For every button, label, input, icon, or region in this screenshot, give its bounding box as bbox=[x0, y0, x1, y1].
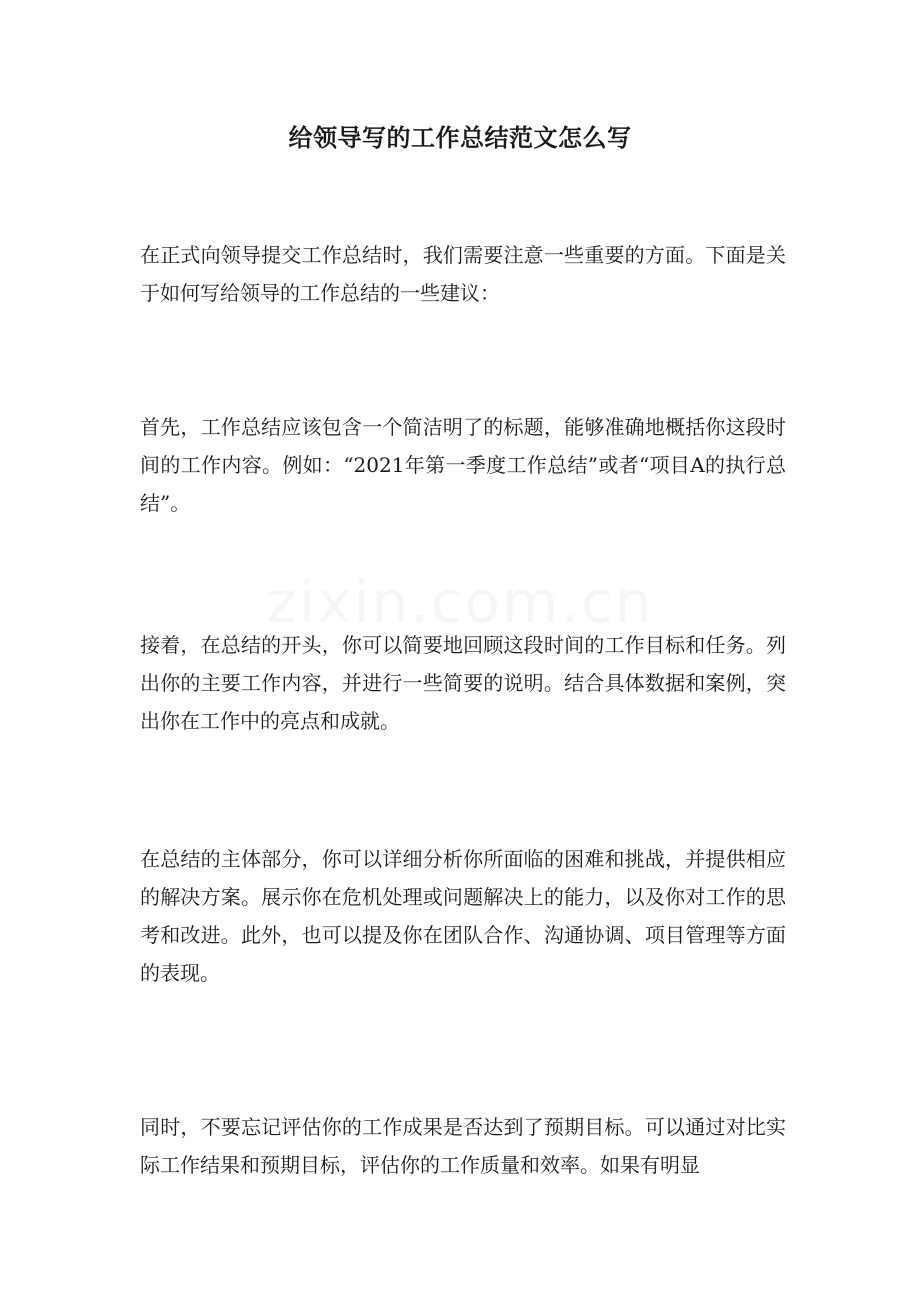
paragraph-title-advice: 首先，工作总结应该包含一个简洁明了的标题，能够准确地概括你这段时间的工作内容。例如：“2021年第一季度工作总结”或者“项目A的执行总结”。 bbox=[140, 415, 786, 515]
paragraph-opening: 接着，在总结的开头，你可以简要地回顾这段时间的工作目标和任务。列出你的主要工作内容，并进行一些简要的说明。结合具体数据和案例，突出你在工作中的亮点和成就。 bbox=[140, 633, 786, 733]
paragraph-evaluation: 同时，不要忘记评估你的工作成果是否达到了预期目标。可以通过对比实际工作结果和预期目标，评估你的工作质量和效率。如果有明显 bbox=[140, 1115, 786, 1177]
document-title: 给领导写的工作总结范文怎么写 bbox=[288, 123, 632, 152]
paragraph-intro: 在正式向领导提交工作总结时，我们需要注意一些重要的方面。下面是关于如何写给领导的工作总结的一些建议： bbox=[140, 243, 786, 305]
paragraph-main-body: 在总结的主体部分，你可以详细分析你所面临的困难和挑战，并提供相应的解决方案。展示你在危机处理或问题解决上的能力，以及你对工作的思考和改进。此外，也可以提及你在团队合作、沟通协调、项目管理等方面的表现。 bbox=[140, 847, 786, 985]
